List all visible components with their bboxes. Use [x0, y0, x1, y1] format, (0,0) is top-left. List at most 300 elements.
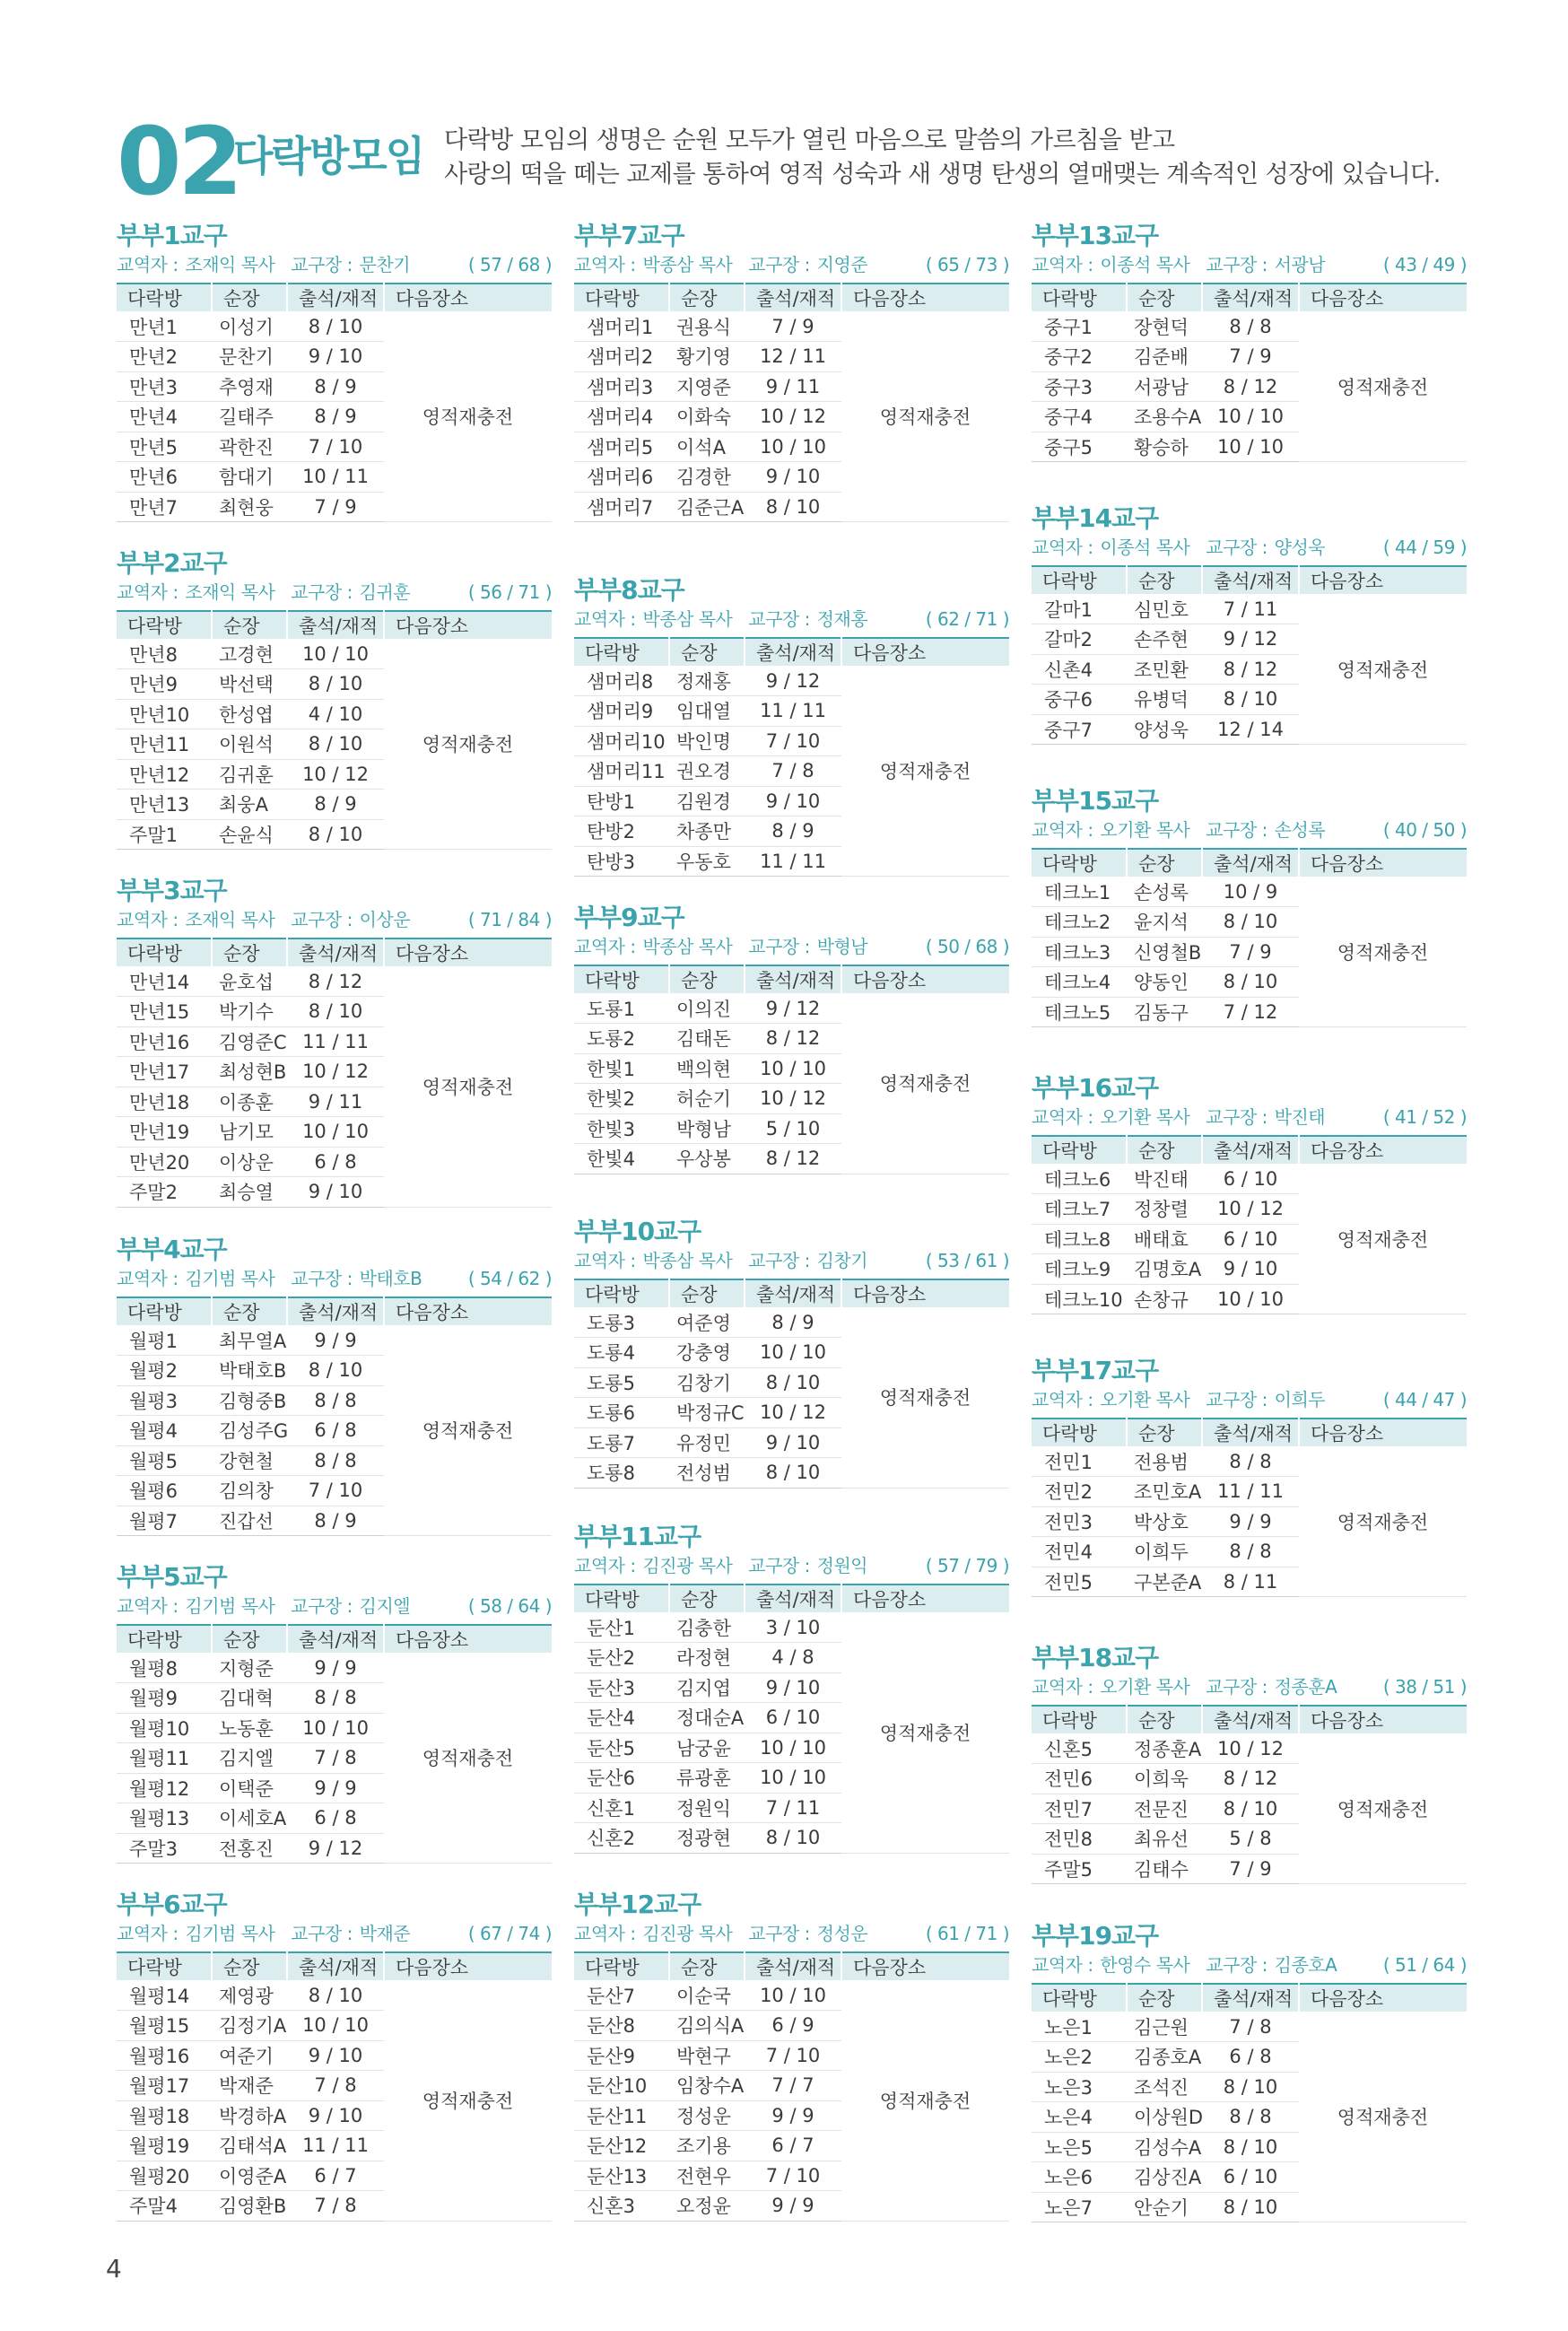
- room-cell: 월평17: [117, 2071, 212, 2101]
- leader-cell: 강충영: [669, 1338, 745, 1368]
- room-cell: 둔산10: [574, 2071, 669, 2101]
- room-cell: 한빛3: [574, 1113, 669, 1144]
- attendance-cell: 8 / 9: [287, 790, 384, 820]
- group-title: 부부7교구: [574, 221, 684, 250]
- leader-cell: 김성주G: [212, 1416, 287, 1446]
- room-cell: 만년3: [117, 371, 212, 402]
- attendance-cell: 8 / 10: [745, 1367, 841, 1398]
- room-cell: 테크노3: [1032, 937, 1127, 967]
- header-leader: 순장: [669, 284, 745, 311]
- room-cell: 월평13: [117, 1803, 212, 1834]
- room-cell: 중구4: [1032, 402, 1127, 432]
- attendance-cell: 9 / 10: [745, 1427, 841, 1458]
- header-leader: 순장: [1127, 566, 1202, 594]
- room-cell: 샘머리6: [574, 462, 669, 493]
- room-cell: 전민2: [1032, 1477, 1127, 1507]
- header-attendance: 출석/재적: [287, 939, 384, 966]
- next-place-cell: 영적재충전: [384, 1653, 552, 1864]
- district-leader-label: 교구장 :: [1206, 819, 1267, 841]
- next-place-cell: 영적재충전: [1299, 1164, 1467, 1314]
- room-cell: 만년19: [117, 1117, 212, 1148]
- table-header-row: [117, 939, 552, 966]
- attendance-cell: 9 / 11: [745, 371, 841, 402]
- header-leader: 순장: [212, 1625, 287, 1653]
- pastor-label: 교역자 :: [117, 1595, 179, 1617]
- group-info: [574, 252, 1009, 277]
- attendance-cell: 6 / 10: [1202, 2162, 1299, 2193]
- header-next-place: 다음장소: [396, 1957, 469, 1978]
- attendance-cell: 10 / 12: [745, 1398, 841, 1428]
- room-cell: 신촌4: [1032, 654, 1127, 685]
- attendance-cell: 8 / 10: [745, 1823, 841, 1854]
- leader-cell: 지형준: [212, 1653, 287, 1683]
- room-cell: 샘머리11: [574, 756, 669, 787]
- district-leader-name: 김지엘: [359, 1595, 411, 1617]
- header-attendance: 출석/재적: [287, 1625, 384, 1653]
- attendance-cell: 6 / 10: [1202, 1224, 1299, 1254]
- group-table: [117, 1624, 552, 1864]
- room-cell: 만년9: [117, 669, 212, 700]
- attendance-ratio: ( 71 / 84 ): [467, 909, 552, 930]
- room-cell: 월평7: [117, 1506, 212, 1536]
- table-row: [1032, 594, 1467, 624]
- attendance-cell: 7 / 9: [287, 492, 384, 522]
- leader-cell: 류광훈: [669, 1763, 745, 1794]
- group-info: [1032, 535, 1467, 560]
- attendance-cell: 8 / 10: [287, 1356, 384, 1386]
- pastor-name: 조재익 목사: [185, 581, 275, 603]
- header-leader: 순장: [212, 1297, 287, 1325]
- header-leader: 순장: [669, 638, 745, 666]
- attendance-cell: 12 / 14: [1202, 714, 1299, 745]
- leader-cell: 지영준: [669, 371, 745, 402]
- room-cell: 월평9: [117, 1683, 212, 1714]
- attendance-cell: 8 / 10: [287, 311, 384, 342]
- leader-cell: 배태효: [1127, 1224, 1202, 1254]
- next-place-cell: 영적재충전: [1299, 877, 1467, 1027]
- room-cell: 노은2: [1032, 2042, 1127, 2073]
- leader-cell: 정종훈A: [1127, 1733, 1202, 1764]
- room-cell: 노은3: [1032, 2072, 1127, 2102]
- district-leader-label: 교구장 :: [291, 1923, 353, 1944]
- pastor-name: 오기환 목사: [1100, 1389, 1190, 1410]
- attendance-ratio: ( 58 / 64 ): [467, 1595, 552, 1617]
- header-attendance: 출석/재적: [287, 1297, 384, 1325]
- attendance-ratio: ( 57 / 68 ): [467, 254, 552, 275]
- leader-cell: 장현덕: [1127, 311, 1202, 342]
- leader-cell: 진갑선: [212, 1506, 287, 1536]
- header-room: 다락방: [574, 1585, 669, 1612]
- room-cell: 샘머리1: [574, 311, 669, 342]
- room-cell: 만년6: [117, 462, 212, 493]
- pastor-name: 박종삼 목사: [642, 936, 733, 957]
- header-attendance: 출석/재적: [1202, 566, 1299, 594]
- attendance-ratio: ( 65 / 73 ): [925, 254, 1009, 275]
- room-cell: 샘머리7: [574, 492, 669, 522]
- district-leader-name: 김종호A: [1274, 1954, 1337, 1976]
- leader-cell: 조용수A: [1127, 402, 1202, 432]
- room-cell: 한빛2: [574, 1084, 669, 1114]
- group-info: [574, 1248, 1009, 1273]
- leader-cell: 노동훈: [212, 1713, 287, 1743]
- attendance-ratio: ( 41 / 52 ): [1382, 1106, 1467, 1128]
- attendance-cell: 5 / 8: [1202, 1824, 1299, 1855]
- leader-cell: 김영환B: [212, 2191, 287, 2222]
- leader-cell: 김종호A: [1127, 2042, 1202, 2073]
- pastor-name: 조재익 목사: [185, 254, 275, 275]
- room-cell: 테크노6: [1032, 1164, 1127, 1194]
- group-info: [574, 1553, 1009, 1578]
- room-cell: 한빛1: [574, 1053, 669, 1084]
- attendance-ratio: ( 40 / 50 ): [1382, 819, 1467, 841]
- header-room: 다락방: [117, 1625, 212, 1653]
- room-cell: 만년8: [117, 639, 212, 669]
- attendance-cell: 9 / 10: [287, 342, 384, 372]
- district-leader-name: 박형남: [816, 936, 868, 957]
- attendance-cell: 10 / 10: [745, 432, 841, 462]
- leader-cell: 남기모: [212, 1117, 287, 1148]
- header-attendance: 출석/재적: [1202, 1706, 1299, 1733]
- leader-cell: 조민호A: [1127, 1477, 1202, 1507]
- room-cell: 도룡5: [574, 1367, 669, 1398]
- table-header-row: [117, 1952, 552, 1980]
- leader-cell: 안순기: [1127, 2192, 1202, 2222]
- header-room: 다락방: [117, 611, 212, 639]
- header-room: 다락방: [574, 284, 669, 311]
- leader-cell: 양성욱: [1127, 714, 1202, 745]
- attendance-cell: 8 / 10: [287, 1980, 384, 2011]
- leader-cell: 구본준A: [1127, 1567, 1202, 1597]
- leader-cell: 김대혁: [212, 1683, 287, 1714]
- table-row: [1032, 877, 1467, 907]
- table-row: [117, 1653, 552, 1683]
- district-leader-name: 정재홍: [816, 608, 868, 630]
- group-title: 부부13교구: [1032, 221, 1159, 250]
- attendance-cell: 12 / 11: [745, 342, 841, 372]
- leader-cell: 박기수: [212, 997, 287, 1027]
- table-header-row: [117, 1625, 552, 1653]
- district-leader-label: 교구장 :: [1206, 1954, 1267, 1976]
- room-cell: 둔산13: [574, 2161, 669, 2191]
- leader-cell: 박경하A: [212, 2100, 287, 2131]
- attendance-cell: 10 / 11: [287, 462, 384, 493]
- room-cell: 샘머리5: [574, 432, 669, 462]
- leader-cell: 우동호: [669, 846, 745, 877]
- attendance-cell: 8 / 10: [1202, 907, 1299, 938]
- leader-cell: 여준기: [212, 2040, 287, 2071]
- district-leader-label: 교구장 :: [748, 936, 810, 957]
- page-number: 4: [106, 2254, 122, 2283]
- district-leader-name: 김귀훈: [359, 581, 411, 603]
- group-info: [1032, 1387, 1467, 1412]
- table-row: [574, 1980, 1009, 2011]
- room-cell: 샘머리9: [574, 696, 669, 727]
- leader-cell: 심민호: [1127, 594, 1202, 624]
- table-row: [117, 639, 552, 669]
- header-leader: 순장: [1127, 1984, 1202, 2012]
- room-cell: 중구3: [1032, 371, 1127, 402]
- leader-cell: 박상호: [1127, 1506, 1202, 1537]
- attendance-cell: 11 / 11: [287, 2131, 384, 2161]
- room-cell: 테크노9: [1032, 1254, 1127, 1285]
- next-place-cell: 영적재충전: [1299, 1446, 1467, 1597]
- header-room: 다락방: [1032, 566, 1127, 594]
- attendance-cell: 8 / 9: [287, 371, 384, 402]
- table-header-row: [1032, 284, 1467, 311]
- leader-cell: 김영준C: [212, 1026, 287, 1057]
- leader-cell: 양동인: [1127, 967, 1202, 998]
- group-info: [117, 1266, 552, 1291]
- leader-cell: 박재준: [212, 2071, 287, 2101]
- leader-cell: 이화숙: [669, 402, 745, 432]
- next-place-cell: 영적재충전: [384, 311, 552, 522]
- group-info: [117, 1593, 552, 1619]
- header-next-place: 다음장소: [396, 943, 469, 965]
- header-attendance: 출석/재적: [745, 1585, 841, 1612]
- group-title: 부부17교구: [1032, 1356, 1159, 1385]
- attendance-cell: 10 / 10: [745, 1980, 841, 2011]
- header-attendance: 출석/재적: [1202, 1136, 1299, 1164]
- group-title: 부부5교구: [117, 1562, 227, 1592]
- room-cell: 만년2: [117, 342, 212, 372]
- attendance-cell: 8 / 10: [1202, 2192, 1299, 2222]
- attendance-cell: 8 / 12: [745, 1144, 841, 1174]
- next-place-cell: 영적재충전: [1299, 594, 1467, 745]
- leader-cell: 전용범: [1127, 1446, 1202, 1477]
- leader-cell: 차종만: [669, 816, 745, 847]
- attendance-cell: 8 / 12: [287, 966, 384, 997]
- leader-cell: 권오경: [669, 756, 745, 787]
- table-header-row: [574, 638, 1009, 666]
- attendance-cell: 10 / 12: [1202, 1733, 1299, 1764]
- attendance-cell: 11 / 11: [745, 696, 841, 727]
- room-cell: 둔산3: [574, 1672, 669, 1703]
- room-cell: 테크노7: [1032, 1194, 1127, 1225]
- leader-cell: 신영철B: [1127, 937, 1202, 967]
- table-header-row: [574, 1952, 1009, 1980]
- room-cell: 탄방3: [574, 846, 669, 877]
- group-title: 부부3교구: [117, 876, 227, 905]
- pastor-name: 김기범 목사: [185, 1923, 275, 1944]
- room-cell: 전민5: [1032, 1567, 1127, 1597]
- leader-cell: 제영광: [212, 1980, 287, 2011]
- room-cell: 월평18: [117, 2100, 212, 2131]
- header-attendance: 출석/재적: [745, 638, 841, 666]
- header-attendance: 출석/재적: [1202, 1984, 1299, 2012]
- leader-cell: 이영준A: [212, 2161, 287, 2191]
- leader-cell: 임창수A: [669, 2071, 745, 2101]
- attendance-cell: 9 / 10: [1202, 1254, 1299, 1285]
- room-cell: 월평11: [117, 1743, 212, 1774]
- table-row: [1032, 1733, 1467, 1764]
- leader-cell: 정재홍: [669, 666, 745, 696]
- district-leader-name: 박진태: [1274, 1106, 1326, 1128]
- leader-cell: 박현구: [669, 2040, 745, 2071]
- header-next-place: 다음장소: [853, 642, 927, 664]
- district-leader-name: 정성운: [816, 1923, 868, 1944]
- room-cell: 둔산6: [574, 1763, 669, 1794]
- group-block: [117, 1561, 552, 1864]
- table-header-row: [1032, 566, 1467, 594]
- table-header-row: [117, 1297, 552, 1325]
- room-cell: 둔산8: [574, 2011, 669, 2041]
- pastor-label: 교역자 :: [574, 608, 636, 630]
- attendance-cell: 11 / 11: [1202, 1477, 1299, 1507]
- header-next-place: 다음장소: [396, 1629, 469, 1651]
- room-cell: 테크노2: [1032, 907, 1127, 938]
- section-number: 02: [117, 107, 240, 216]
- pastor-label: 교역자 :: [574, 936, 636, 957]
- leader-cell: 윤호섭: [212, 966, 287, 997]
- room-cell: 월평14: [117, 1980, 212, 2011]
- pastor-label: 교역자 :: [1032, 1106, 1093, 1128]
- attendance-cell: 8 / 8: [287, 1683, 384, 1714]
- header-attendance: 출석/재적: [1202, 284, 1299, 311]
- leader-cell: 박진태: [1127, 1164, 1202, 1194]
- room-cell: 도룡8: [574, 1458, 669, 1489]
- header-next-place: 다음장소: [1311, 288, 1384, 310]
- leader-cell: 라정현: [669, 1643, 745, 1673]
- attendance-cell: 8 / 8: [287, 1445, 384, 1476]
- header-room: 다락방: [1032, 1136, 1127, 1164]
- leader-cell: 김동구: [1127, 997, 1202, 1027]
- leader-cell: 윤지석: [1127, 907, 1202, 938]
- header-next-place: 다음장소: [1311, 853, 1384, 875]
- attendance-cell: 7 / 9: [1202, 937, 1299, 967]
- room-cell: 탄방2: [574, 816, 669, 847]
- district-leader-label: 교구장 :: [1206, 1106, 1267, 1128]
- room-cell: 만년7: [117, 492, 212, 522]
- district-leader-name: 박태호B: [359, 1268, 422, 1289]
- leader-cell: 남궁윤: [669, 1733, 745, 1763]
- attendance-cell: 10 / 10: [745, 1053, 841, 1084]
- attendance-cell: 8 / 10: [287, 669, 384, 700]
- attendance-cell: 8 / 9: [745, 816, 841, 847]
- table-header-row: [574, 1279, 1009, 1307]
- room-cell: 월평20: [117, 2161, 212, 2191]
- attendance-ratio: ( 50 / 68 ): [925, 936, 1009, 957]
- leader-cell: 함대기: [212, 462, 287, 493]
- header-leader: 순장: [212, 1952, 287, 1980]
- leader-cell: 이상원D: [1127, 2102, 1202, 2133]
- leader-cell: 최유선: [1127, 1824, 1202, 1855]
- header-next-place: 다음장소: [853, 970, 927, 991]
- leader-cell: 허순기: [669, 1084, 745, 1114]
- group-info: [117, 907, 552, 932]
- header-attendance: 출석/재적: [287, 1952, 384, 1980]
- room-cell: 만년16: [117, 1026, 212, 1057]
- header-attendance: 출석/재적: [1202, 1419, 1299, 1446]
- attendance-cell: 10 / 10: [1202, 402, 1299, 432]
- group-table: [1032, 283, 1467, 462]
- pastor-name: 오기환 목사: [1100, 819, 1190, 841]
- leader-cell: 박선택: [212, 669, 287, 700]
- group-table: [1032, 848, 1467, 1027]
- leader-cell: 이석A: [669, 432, 745, 462]
- attendance-ratio: ( 51 / 64 ): [1382, 1954, 1467, 1976]
- district-leader-label: 교구장 :: [291, 581, 353, 603]
- table-row: [574, 1307, 1009, 1338]
- room-cell: 노은1: [1032, 2012, 1127, 2042]
- leader-cell: 김창기: [669, 1367, 745, 1398]
- attendance-cell: 8 / 9: [287, 402, 384, 432]
- district-leader-label: 교구장 :: [1206, 537, 1267, 558]
- leader-cell: 유병덕: [1127, 685, 1202, 715]
- attendance-cell: 8 / 12: [745, 1024, 841, 1054]
- room-cell: 샘머리3: [574, 371, 669, 402]
- attendance-ratio: ( 67 / 74 ): [467, 1923, 552, 1944]
- room-cell: 전민8: [1032, 1824, 1127, 1855]
- table-row: [1032, 1446, 1467, 1477]
- leader-cell: 권용식: [669, 311, 745, 342]
- leader-cell: 박인명: [669, 726, 745, 756]
- table-header-row: [1032, 1706, 1467, 1733]
- attendance-cell: 7 / 8: [287, 2191, 384, 2222]
- pastor-label: 교역자 :: [117, 1268, 179, 1289]
- group-info: [117, 1921, 552, 1946]
- group-block: [1032, 1072, 1467, 1314]
- room-cell: 샘머리8: [574, 666, 669, 696]
- group-table: [574, 283, 1009, 522]
- group-info: [574, 607, 1009, 632]
- table-row: [117, 1980, 552, 2011]
- header-next-place: 다음장소: [1311, 1423, 1384, 1445]
- leader-cell: 전문진: [1127, 1794, 1202, 1824]
- group-block: [117, 547, 552, 850]
- attendance-cell: 10 / 10: [745, 1338, 841, 1368]
- group-table: [117, 1951, 552, 2222]
- header-leader: 순장: [1127, 1136, 1202, 1164]
- group-table: [117, 1296, 552, 1536]
- room-cell: 만년4: [117, 402, 212, 432]
- attendance-cell: 9 / 9: [287, 1325, 384, 1356]
- leader-cell: 이순국: [669, 1980, 745, 2011]
- next-place-cell: 영적재충전: [1299, 311, 1467, 462]
- group-title: 부부4교구: [117, 1235, 227, 1264]
- header-leader: 순장: [1127, 284, 1202, 311]
- attendance-cell: 10 / 12: [745, 1084, 841, 1114]
- pastor-name: 김진광 목사: [642, 1555, 733, 1576]
- attendance-cell: 8 / 9: [745, 1307, 841, 1338]
- room-cell: 월평1: [117, 1325, 212, 1356]
- district-leader-name: 김창기: [816, 1250, 868, 1271]
- leader-cell: 김상진A: [1127, 2162, 1202, 2193]
- group-info: [1032, 252, 1467, 277]
- table-header-row: [1032, 849, 1467, 877]
- room-cell: 둔산2: [574, 1643, 669, 1673]
- group-table: [574, 965, 1009, 1174]
- group-title: 부부18교구: [1032, 1643, 1159, 1672]
- leader-cell: 정광현: [669, 1823, 745, 1854]
- leader-cell: 최무열A: [212, 1325, 287, 1356]
- header-room: 다락방: [1032, 849, 1127, 877]
- attendance-cell: 10 / 10: [1202, 432, 1299, 462]
- room-cell: 갈마1: [1032, 594, 1127, 624]
- room-cell: 둔산1: [574, 1612, 669, 1643]
- leader-cell: 이의진: [669, 993, 745, 1024]
- pastor-label: 교역자 :: [1032, 1676, 1093, 1698]
- pastor-label: 교역자 :: [574, 1923, 636, 1944]
- group-info: [1032, 1104, 1467, 1130]
- next-place-cell: 영적재충전: [841, 1612, 1009, 1853]
- room-cell: 주말1: [117, 819, 212, 850]
- group-table: [574, 1951, 1009, 2222]
- attendance-cell: 4 / 10: [287, 699, 384, 729]
- next-place-cell: 영적재충전: [841, 993, 1009, 1174]
- pastor-name: 김기범 목사: [185, 1268, 275, 1289]
- attendance-cell: 7 / 10: [287, 1476, 384, 1506]
- leader-cell: 정원익: [669, 1793, 745, 1823]
